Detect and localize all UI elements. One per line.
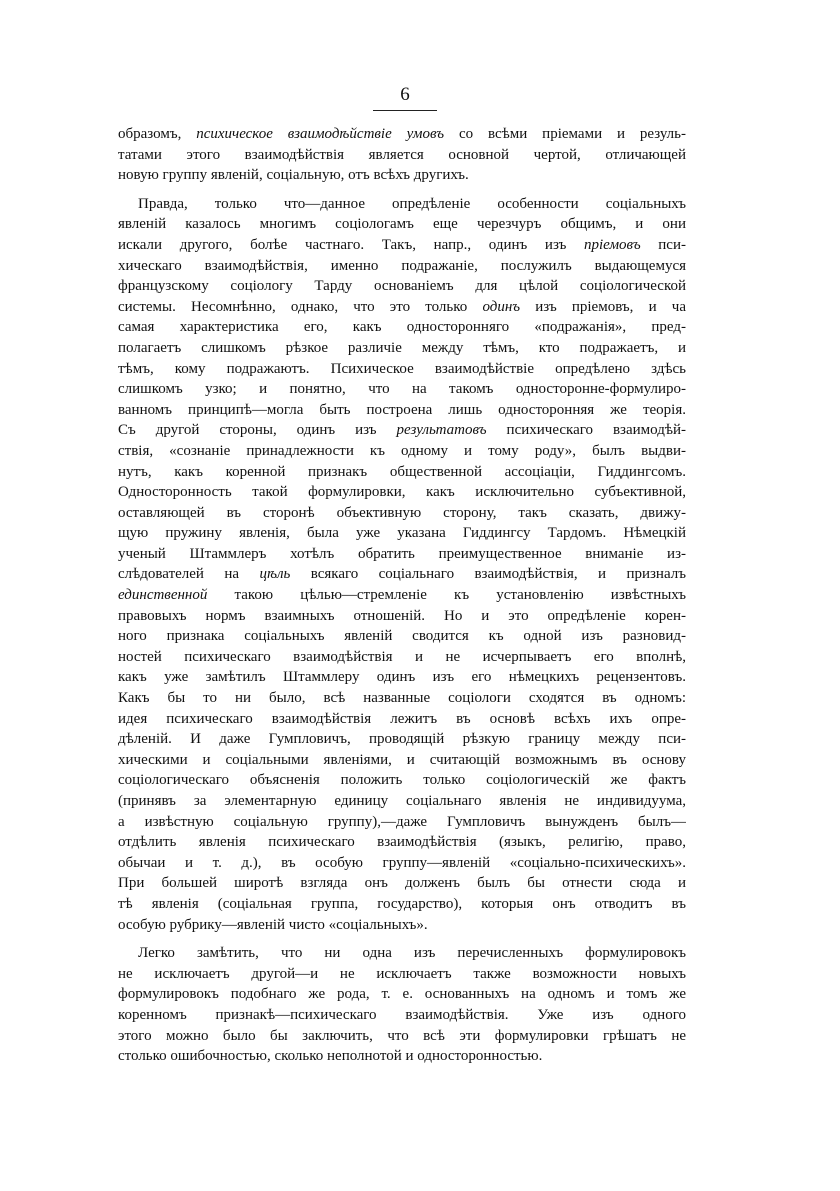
text-line [118, 750, 686, 771]
text-run: Односторонность такой формулировки, какъ исключительно субъективной, [118, 484, 686, 501]
page-number: 6 [400, 84, 410, 105]
italic-phrase: цѣль [259, 566, 291, 583]
text-line [118, 1026, 686, 1047]
text-run: (принявъ за элементарную единицу соціальнаго явленія не индивидуума, [118, 793, 686, 809]
text-run: тѣмъ, кому подражаютъ. Психическое взаимодѣйствіе опредѣлено здѣсь [118, 360, 686, 377]
paragraph [118, 194, 686, 935]
text-run: ностей психическаго взаимодѣйствія и не исчерпываетъ его вполнѣ, [118, 648, 686, 665]
text-line [118, 964, 686, 985]
body-text [118, 124, 686, 1067]
text-run: столько ошибочностью, сколько неполнотой и односторонностью. [118, 1048, 543, 1065]
text-run: хическими и соціальными явленіями, и считающій возможнымъ въ основу [118, 751, 686, 768]
text-line [118, 379, 686, 400]
text-line [118, 124, 686, 145]
text-run: не исключаетъ другой—и не исключаетъ также возможности новыхъ [118, 965, 686, 982]
text-line [118, 420, 686, 441]
text-run: идея психическаго взаимодѣйствія лежитъ въ основѣ всѣхъ ихъ опре- [118, 710, 686, 727]
italic-phrase: психическое взаимодѣйствіе умовъ [196, 126, 445, 142]
text-run: искали другого, болѣе частнаго. Такъ, напр., одинъ изъ [118, 236, 585, 253]
text-line [118, 729, 686, 750]
text-run: щую пружину явленія, была уже указана Гиддингсу Тардомъ. Нѣмецкій [118, 525, 686, 542]
text-run: отдѣлить явленія психическаго взаимодѣйствія (языкъ, религію, право, [118, 834, 686, 851]
text-line [118, 400, 686, 421]
text-line [118, 503, 686, 524]
text-run: образомъ, [118, 126, 197, 142]
text-run: Легко замѣтить, что ни одна изъ перечисленныхъ формулировокъ [138, 945, 686, 962]
text-line [118, 256, 686, 277]
text-run: При большей широтѣ взгляда онъ долженъ былъ бы отнести сюда и [118, 875, 686, 892]
text-run: системы. Несомнѣнно, однако, что это только [118, 298, 483, 315]
text-run: полагаетъ слишкомъ рѣзкое различіе между тѣмъ, кто подражаетъ, и [118, 339, 686, 356]
text-line [118, 441, 686, 462]
text-run: французскому соціологу Тарду основаніемъ для цѣлой соціологической [118, 278, 686, 295]
text-line [118, 165, 686, 186]
text-run: правовыхъ нормъ взаимныхъ отношеній. Но и это опредѣленіе корен- [118, 607, 686, 624]
text-line [118, 873, 686, 894]
text-run: обычаи и т. д.), въ особую группу—явленій «соціально-психическихъ». [118, 854, 686, 871]
paragraph [118, 943, 686, 1067]
text-line [118, 564, 686, 585]
text-line [118, 853, 686, 874]
text-run: самая характеристика его, какъ односторонняго «подражанія», пред- [118, 319, 686, 336]
header-rule [373, 110, 437, 111]
text-line [118, 894, 686, 915]
text-line [118, 544, 686, 565]
italic-phrase: одинъ [482, 298, 521, 315]
text-line [118, 523, 686, 544]
text-run: дѣленій. И даже Гумпловичъ, проводящій рѣзкую границу между пси- [118, 731, 686, 748]
text-line [118, 943, 686, 964]
text-run: а извѣстную соціальную группу),—даже Гумпловичъ вынужденъ былъ— [118, 813, 686, 830]
text-run: со всѣми пріемами и резуль- [444, 126, 686, 142]
text-line [118, 606, 686, 627]
text-run: ного признака соціальныхъ явленій сводится къ одной изъ разновид- [118, 628, 686, 645]
text-run: ванномъ принципѣ—могла быть построена лишь односторонняя же теорія. [118, 401, 686, 418]
text-run: Правда, только что—данное опредѣленіе особенности соціальныхъ [138, 195, 686, 212]
text-line [118, 214, 686, 235]
text-line [118, 626, 686, 647]
text-line [118, 194, 686, 215]
text-line [118, 791, 686, 812]
text-run: татами этого взаимодѣйствія является основной чертой, отличающей [118, 146, 686, 163]
italic-phrase: результатовъ [396, 422, 487, 439]
text-line [118, 1046, 686, 1067]
text-line [118, 667, 686, 688]
text-line [118, 482, 686, 503]
text-run: какъ уже замѣтилъ Штаммлеру одинъ изъ его нѣмецкихъ рецензентовъ. [118, 669, 686, 686]
text-line [118, 915, 686, 936]
text-run: явленій казалось многимъ соціологамъ еще черезчуръ общимъ, и они [118, 216, 686, 233]
text-line [118, 812, 686, 833]
text-line [118, 647, 686, 668]
text-run: формулировокъ подобнаго же рода, т. е. основанныхъ на одномъ и томъ же [118, 986, 686, 1003]
text-run: ствія, «сознаніе принадлежности къ одному и тому роду», былъ выдви- [118, 442, 686, 459]
paragraph [118, 124, 686, 186]
text-run: слишкомъ узко; и понятно, что на такомъ односторонне-формулиро- [118, 381, 686, 398]
text-line [118, 338, 686, 359]
text-line [118, 359, 686, 380]
text-line [118, 462, 686, 483]
text-line [118, 585, 686, 606]
text-run: психическаго взаимодѣй- [486, 422, 686, 439]
text-run: ученый Штаммлеръ хотѣлъ обратить преимущественное вниманіе из- [118, 545, 686, 562]
text-run: такою цѣлью—стремленіе къ установленію извѣстныхъ [207, 587, 686, 604]
text-run: соціологическаго объясненія положить только соціологическій же фактъ [118, 772, 686, 789]
text-run: оставляющей въ сторонѣ объективную сторону, такъ сказать, движу- [118, 504, 686, 521]
text-run: Какъ бы то ни было, всѣ названные соціологи сходятся въ одномъ: [118, 690, 686, 707]
text-line [118, 276, 686, 297]
text-line [118, 770, 686, 791]
text-line [118, 832, 686, 853]
text-run: всякаго соціальнаго взаимодѣйствія, и призналъ [290, 566, 686, 583]
text-line [118, 1005, 686, 1026]
text-run: коренномъ признакѣ—психическаго взаимодѣйствія. Уже изъ одного [118, 1006, 686, 1023]
text-run: Съ другой стороны, одинъ изъ [118, 422, 397, 439]
text-run: изъ пріемовъ, и ча [520, 298, 686, 315]
text-line [118, 688, 686, 709]
italic-phrase: единственной [118, 587, 208, 604]
text-run: слѣдователей на [118, 566, 260, 583]
text-run: этого можно было бы заключить, что всѣ эти формулировки грѣшатъ не [118, 1027, 686, 1044]
text-run: хическаго взаимодѣйствія, именно подражаніе, послужилъ выдающемуся [118, 257, 686, 274]
text-line [118, 984, 686, 1005]
text-line [118, 297, 686, 318]
page-header [360, 84, 450, 111]
text-run: новую группу явленій, соціальную, отъ всѣхъ другихъ. [118, 167, 469, 184]
text-line [118, 709, 686, 730]
text-line [118, 145, 686, 166]
text-run: пси- [640, 236, 686, 253]
text-run: тѣ явленія (соціальная группа, государство), которыя онъ отводитъ въ [118, 895, 686, 912]
text-run: нутъ, какъ коренной признакъ общественной ассоціаціи, Гиддингсомъ. [118, 463, 686, 480]
italic-phrase: пріемовъ [584, 236, 641, 253]
text-line [118, 235, 686, 256]
text-run: особую рубрику—явленій чисто «соціальныхъ». [118, 916, 428, 933]
text-line [118, 317, 686, 338]
